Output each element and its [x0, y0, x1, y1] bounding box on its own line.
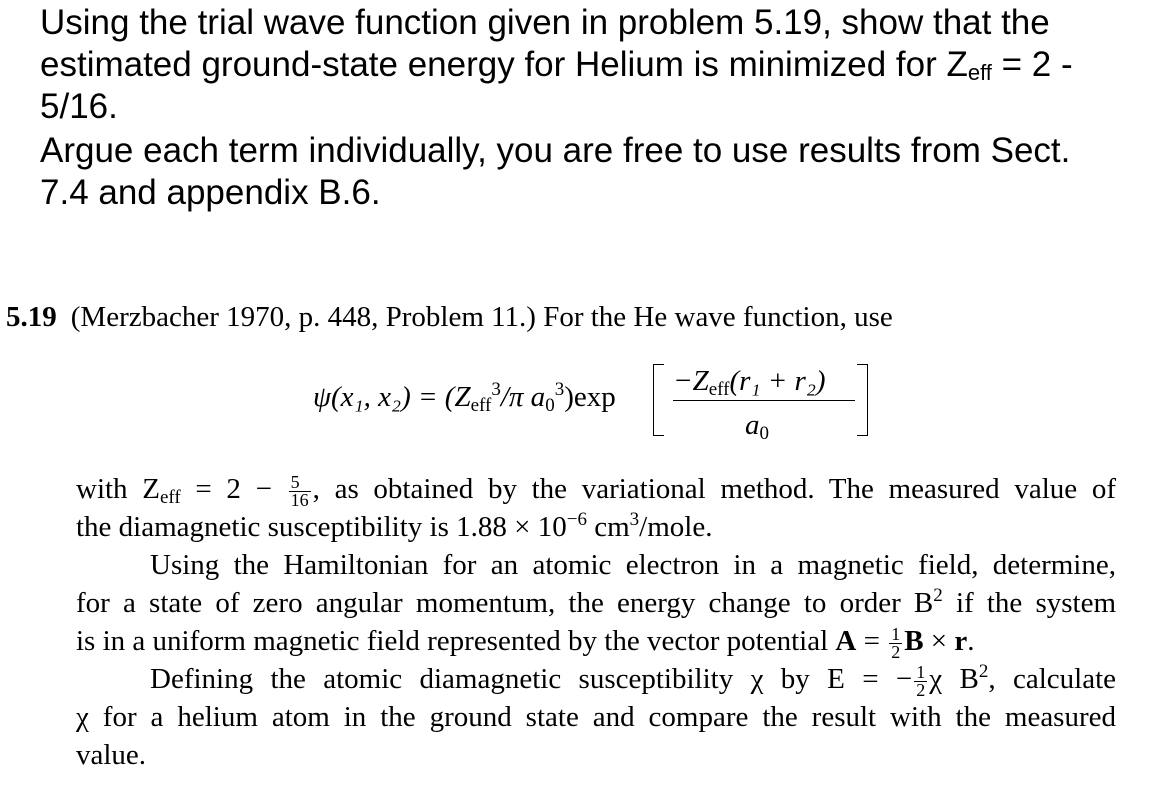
- body-line-1: [76, 470, 1116, 508]
- frac-num: 1: [916, 662, 926, 682]
- l5-a: is in a uniform magnetic field represented by the vector potential: [76, 625, 836, 657]
- frac-den: 16: [290, 490, 309, 510]
- fraction-1-2: [889, 626, 902, 661]
- intro-line-2-text: estimated ground-state energy for Helium is minimized for Z: [40, 45, 968, 84]
- eq-sup-3: 3: [491, 379, 501, 400]
- l4-b: if the system: [942, 587, 1117, 619]
- intro-line-2-tail: = 2 -: [991, 45, 1073, 84]
- fraction-1-2b: [914, 664, 927, 699]
- l6-b: χ B: [929, 663, 979, 695]
- l2-sup: −6: [566, 509, 587, 530]
- intro-line-5: 7.4 and appendix B.6.: [40, 173, 381, 212]
- left-bracket: [653, 364, 664, 436]
- l1-c: , as obtained by the variational method. The measured value of: [312, 473, 1116, 505]
- frac-den: 2: [916, 680, 926, 700]
- l5-r: r: [954, 625, 968, 657]
- fraction-bar: [673, 400, 855, 401]
- l2-c: /mole.: [639, 511, 713, 543]
- l2-a: the diamagnetic susceptibility is 1.88 × 10: [76, 511, 567, 543]
- eq-sub-eff: eff: [470, 395, 492, 416]
- eq-num-sub: eff: [708, 379, 730, 400]
- eq-exp: )exp: [564, 381, 616, 413]
- fraction-5-16: [289, 474, 311, 509]
- body-line-3: Using the Hamiltonian for an atomic electron in a magnetic field, determine,: [150, 549, 1116, 581]
- l1-b: = 2 −: [180, 473, 287, 505]
- l5-times: ×: [923, 625, 955, 657]
- question-text: [40, 2, 1150, 214]
- intro-line-1: Using the trial wave function given in problem 5.19, show that the: [40, 3, 1050, 42]
- l6-sup: 2: [978, 661, 989, 682]
- frac-den: 2: [891, 642, 901, 662]
- eq-den-sub: 0: [759, 423, 769, 444]
- problem-citation: (Merzbacher 1970, p. 448, Problem 11.) For the He wave function, use: [70, 301, 893, 333]
- l2-sup2: 3: [629, 509, 640, 530]
- l5-B: B: [904, 625, 924, 657]
- problem-body: [76, 470, 1116, 774]
- l6-a: Defining the atomic diamagnetic susceptibility χ by E = −: [150, 663, 913, 695]
- l4-a: for a state of zero angular momentum, the energy change to order B: [76, 587, 934, 619]
- l1-a: with Z: [76, 473, 160, 505]
- eq-sub-0: 0: [545, 395, 555, 416]
- eq-sup-3b: 3: [554, 379, 565, 400]
- l1-sub: eff: [159, 487, 181, 508]
- equation-denominator: [745, 406, 769, 444]
- frac-num: 1: [891, 624, 901, 644]
- body-line-5: [76, 622, 1116, 660]
- body-line-2: [76, 508, 1116, 546]
- l6-c: , calculate: [988, 663, 1116, 695]
- intro-line-3: 5/16.: [40, 87, 118, 126]
- l5-end: .: [967, 625, 975, 657]
- l4-sup: 2: [933, 585, 943, 606]
- body-line-4: [76, 584, 1116, 622]
- eq-num-z: −Z: [673, 365, 709, 397]
- intro-line-2: [40, 44, 1150, 86]
- body-line-8: value.: [76, 739, 147, 771]
- eq-den-a: a: [745, 409, 760, 441]
- l5-eq: =: [856, 625, 888, 657]
- eq-num-r: (r₁ + r₂): [729, 365, 826, 397]
- intro-line-4: Argue each term individually, you are free to use results from Sect.: [40, 131, 1071, 170]
- frac-num: 5: [289, 474, 311, 492]
- body-line-7: χ for a helium atom in the ground state and compare the result with the measured: [76, 701, 1116, 733]
- equation-lhs: [313, 378, 616, 416]
- l2-b: cm: [586, 511, 630, 543]
- problem-number: 5.19: [6, 301, 57, 333]
- body-line-6: [76, 660, 1116, 698]
- eq-psi: ψ(x₁, x₂) = (Z: [313, 381, 471, 413]
- equation-numerator: [673, 362, 826, 400]
- l5-A: A: [835, 625, 857, 657]
- eq-pi-a: /π a: [500, 381, 546, 413]
- wave-function-equation: [313, 356, 883, 444]
- right-bracket: [857, 364, 868, 436]
- zeff-subscript: eff: [967, 60, 992, 85]
- problem-header: [6, 298, 893, 336]
